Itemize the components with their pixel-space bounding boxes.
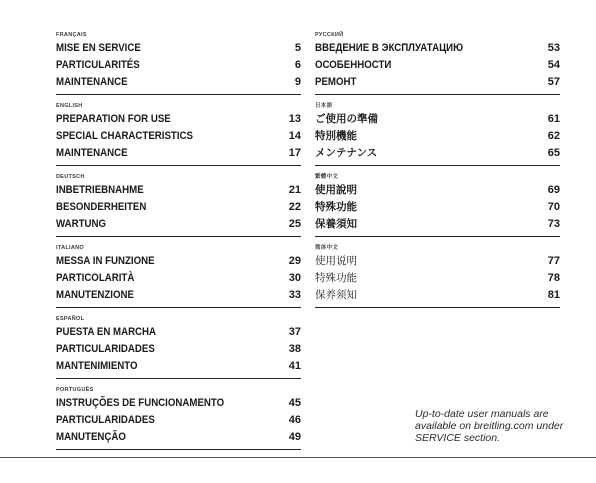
toc-section-simplified-chinese [315, 243, 560, 308]
toc-entries [315, 182, 560, 237]
toc-entry-title: MANUTENÇÃO [56, 431, 126, 443]
toc-entry[interactable] [56, 128, 301, 145]
footer-divider [0, 457, 596, 458]
toc-entry-title: 特殊功能 [315, 272, 357, 284]
toc-entry-page: 41 [288, 360, 301, 372]
toc-entry-title: ВВЕДЕНИЕ В ЭКСПЛУАТАЦИЮ [315, 42, 464, 54]
toc-entry[interactable] [315, 270, 560, 287]
toc-section-italiano [56, 243, 301, 308]
toc-entry[interactable] [56, 341, 301, 358]
toc-entry[interactable] [56, 287, 301, 304]
toc-entry[interactable] [56, 57, 301, 74]
toc-entry-title: SPECIAL CHARACTERISTICS [56, 130, 193, 142]
toc-entry[interactable] [56, 395, 301, 412]
toc-entry-title: WARTUNG [56, 218, 107, 230]
toc-entry-page: 30 [288, 272, 301, 284]
toc-entry[interactable] [56, 358, 301, 375]
toc-entry[interactable] [56, 74, 301, 91]
toc-entry-page: 77 [547, 255, 560, 267]
toc-section-japanese [315, 101, 560, 166]
toc-entry[interactable] [315, 253, 560, 270]
toc-entry-title: MESSA IN FUNZIONE [56, 255, 155, 267]
language-heading: FRANÇAIS [56, 32, 87, 38]
toc-entry-title: PARTICULARIDADES [56, 414, 155, 426]
language-heading: 日本語 [315, 103, 333, 109]
toc-entries [56, 111, 301, 166]
toc-entry-title: BESONDERHEITEN [56, 201, 147, 213]
toc-entry-title: MAINTENANCE [56, 147, 128, 159]
toc-entry[interactable] [315, 40, 560, 57]
toc-entry-title: PREPARATION FOR USE [56, 113, 171, 125]
toc-entry-title: 保養須知 [315, 218, 357, 230]
language-heading: 简体中文 [315, 245, 339, 251]
toc-entry-page: 69 [547, 184, 560, 196]
toc-entry[interactable] [56, 216, 301, 233]
toc-entry-page: 73 [547, 218, 560, 230]
toc-entries [315, 40, 560, 95]
toc-entry-title: MANTENIMIENTO [56, 360, 138, 372]
toc-entry-title: MAINTENANCE [56, 76, 128, 88]
toc-entry-title: РЕМОНТ [315, 76, 357, 88]
toc-entries [56, 40, 301, 95]
toc-section-francais [56, 30, 301, 95]
toc-entry[interactable] [56, 199, 301, 216]
toc-entries [56, 253, 301, 308]
language-heading: PORTUGUÊS [56, 387, 94, 393]
toc-entry[interactable] [56, 253, 301, 270]
toc-entry-title: 特別機能 [315, 130, 357, 142]
toc-entry-page: 78 [547, 272, 560, 284]
toc-entry[interactable] [315, 111, 560, 128]
toc-entry[interactable] [315, 145, 560, 162]
toc-entry-title: MANUTENZIONE [56, 289, 134, 301]
toc-entry[interactable] [56, 40, 301, 57]
toc-entry-title: PUESTA EN MARCHA [56, 326, 157, 338]
toc-entry-title: メンテナンス [315, 147, 378, 159]
toc-entry-title: INBETRIEBNAHME [56, 184, 144, 196]
toc-section-deutsch [56, 172, 301, 237]
toc-entry-page: 21 [288, 184, 301, 196]
toc-section-espanol [56, 314, 301, 379]
toc-entry-page: 29 [288, 255, 301, 267]
toc-section-english [56, 101, 301, 166]
toc-entry-page: 6 [294, 59, 301, 71]
toc-entry[interactable] [315, 182, 560, 199]
toc-section-portugues [56, 385, 301, 450]
language-heading: РУССКИЙ [315, 32, 344, 38]
toc-entry-page: 9 [294, 76, 301, 88]
toc-section-russian [315, 30, 560, 95]
toc-entry-title: MISE EN SERVICE [56, 42, 141, 54]
toc-entry-page: 5 [294, 42, 301, 54]
toc-entries [56, 324, 301, 379]
toc-entry-page: 13 [288, 113, 301, 125]
toc-entries [56, 395, 301, 450]
toc-right-column [315, 30, 560, 314]
toc-entry[interactable] [315, 57, 560, 74]
toc-entry-title: PARTICULARITÉS [56, 59, 140, 71]
toc-entry-page: 81 [547, 289, 560, 301]
toc-entry-page: 65 [547, 147, 560, 159]
toc-entry-title: 使用说明 [315, 255, 357, 267]
toc-entry-page: 70 [547, 201, 560, 213]
language-heading: 繁體中文 [315, 174, 339, 180]
toc-entry-title: INSTRUÇÕES DE FUNCIONAMENTO [56, 397, 225, 409]
toc-entry[interactable] [56, 145, 301, 162]
toc-entry-page: 62 [547, 130, 560, 142]
language-heading: DEUTSCH [56, 174, 85, 180]
toc-entry[interactable] [56, 111, 301, 128]
toc-entry-title: 使用說明 [315, 184, 357, 196]
toc-section-traditional-chinese [315, 172, 560, 237]
toc-entry-title: ОСОБЕННОСТИ [315, 59, 392, 71]
toc-entry-page: 17 [288, 147, 301, 159]
toc-entry-title: PARTICULARIDADES [56, 343, 155, 355]
toc-entry[interactable] [56, 412, 301, 429]
toc-entry-page: 22 [288, 201, 301, 213]
toc-entries [56, 182, 301, 237]
toc-entry-page: 53 [547, 42, 560, 54]
toc-entry[interactable] [315, 128, 560, 145]
language-heading: ENGLISH [56, 103, 83, 109]
toc-entry-page: 14 [288, 130, 301, 142]
toc-entry-page: 25 [288, 218, 301, 230]
toc-entry-title: PARTICOLARITÀ [56, 272, 135, 284]
toc-entry-page: 57 [547, 76, 560, 88]
toc-entries [315, 253, 560, 308]
toc-entry[interactable] [56, 182, 301, 199]
toc-entry-page: 61 [547, 113, 560, 125]
toc-entry[interactable] [315, 287, 560, 304]
toc-entry-title: 特殊功能 [315, 201, 357, 213]
toc-entry-page: 49 [288, 431, 301, 443]
toc-entry-page: 46 [288, 414, 301, 426]
toc-entry-page: 38 [288, 343, 301, 355]
toc-entry-title: 保养须知 [315, 289, 357, 301]
language-heading: ITALIANO [56, 245, 84, 251]
toc-entry[interactable] [315, 216, 560, 233]
toc-left-column [56, 30, 301, 456]
toc-entry[interactable] [56, 324, 301, 341]
toc-entry[interactable] [315, 199, 560, 216]
toc-entry-title: ご使用の準備 [315, 113, 378, 125]
toc-entry-page: 33 [288, 289, 301, 301]
toc-entry-page: 37 [288, 326, 301, 338]
toc-entry[interactable] [56, 270, 301, 287]
toc-entry-page: 54 [547, 59, 560, 71]
online-manuals-note: Up-to-date user manuals are available on breitling.com under SERVICE section. [415, 408, 564, 444]
toc-entries [315, 111, 560, 166]
toc-entry-page: 45 [288, 397, 301, 409]
toc-entry[interactable] [56, 429, 301, 446]
toc-entry[interactable] [315, 74, 560, 91]
language-heading: ESPAÑOL [56, 316, 85, 322]
